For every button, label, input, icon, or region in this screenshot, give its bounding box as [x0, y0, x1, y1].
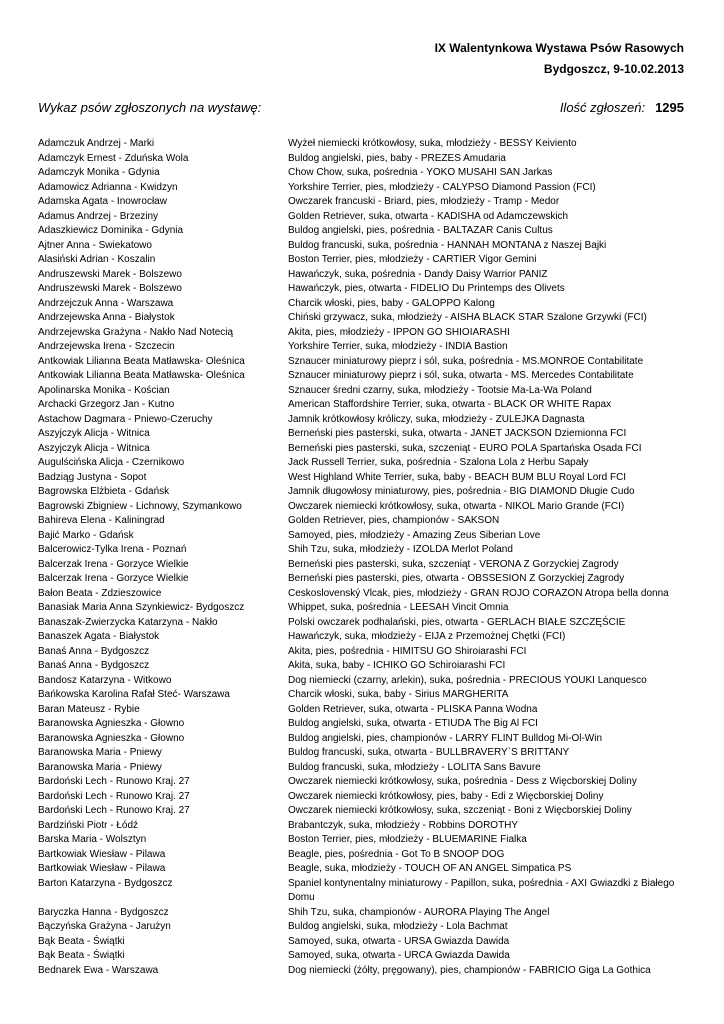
dog-cell: Golden Retriever, suka, otwarta - KADISHA od Adamczewskich [288, 210, 569, 222]
entry-row [38, 471, 698, 486]
entry-row [38, 485, 698, 500]
dog-cell: Wyżeł niemiecki krótkowłosy, suka, młodzieży - BESSY Keiviento [288, 138, 577, 149]
owner-cell: Bańkowska Karolina Rafał Steć- Warszawa [38, 689, 230, 700]
dog-cell: Buldog angielski, pies, championów - LARRY FLINT Bulldog Mi-Ol-Win [288, 732, 603, 744]
dog-cell: Charcik włoski, suka, baby - Sirius MARGHERITA [288, 689, 509, 700]
dog-cell: Samoyed, pies, młodzieży - Amazing Zeus Siberian Love [288, 529, 541, 541]
entry-row [38, 804, 698, 819]
owner-cell: Bajić Marko - Gdańsk [38, 529, 134, 541]
dog-cell: Shih Tzu, suka, championów - AURORA Playing The Angel [288, 906, 550, 918]
owner-cell: Alasiński Adrian - Koszalin [38, 254, 156, 265]
dog-cell: Whippet, suka, pośrednia - LEESAH Vincit Omnia [288, 602, 509, 613]
dog-cell: Owczarek niemiecki krótkowłosy, pies, baby - Edi z Więcborskiej Doliny [288, 790, 604, 802]
entry-row [38, 659, 698, 674]
entry-row [38, 964, 698, 979]
dog-cell: Buldog angielski, suka, otwarta - ETIUDA The Big Al FCI [288, 718, 538, 729]
entry-row [38, 587, 698, 602]
owner-cell: Badziąg Justyna - Sopot [38, 471, 147, 483]
entry-row [38, 442, 698, 457]
entry-row [38, 877, 698, 906]
dog-cell: Akita, pies, młodzieży - IPPON GO SHIOIARASHI [288, 326, 510, 338]
owner-cell: Adamus Andrzej - Brzeziny [38, 210, 159, 222]
entry-row [38, 297, 698, 312]
entry-row [38, 514, 698, 529]
entry-row [38, 500, 698, 515]
dog-cell: Buldog francuski, suka, otwarta - BULLBRAVERY`S BRITTANY [288, 747, 570, 758]
entry-row [38, 775, 698, 790]
dog-cell: Golden Retriever, pies, championów - SAKSON [288, 515, 500, 526]
owner-cell: Archacki Grzegorz Jan - Kutno [38, 399, 175, 410]
owner-cell: Augulścińska Alicja - Czernikowo [38, 457, 185, 468]
entry-row [38, 529, 698, 544]
entry-row [38, 282, 698, 297]
owner-cell: Bardoński Lech - Runowo Kraj. 27 [38, 805, 190, 816]
owner-cell: Aszyjczyk Alicja - Witnica [38, 442, 150, 454]
owner-cell: Bałon Beata - Zdzieszowice [38, 587, 162, 599]
entry-row [38, 601, 698, 616]
owner-cell: Adamczyk Ernest - Zduńska Wola [38, 152, 189, 164]
owner-cell: Aszyjczyk Alicja - Witnica [38, 428, 150, 439]
owner-cell: Barska Maria - Wolsztyn [38, 834, 147, 845]
list-heading: Wykaz psów zgłoszonych na wystawę: [38, 100, 262, 115]
owner-cell: Banaszak-Zwierzycka Katarzyna - Nakło [38, 616, 218, 628]
entry-row [38, 166, 698, 181]
owner-cell: Andrzejewska Irena - Szczecin [38, 341, 175, 352]
entry-row [38, 746, 698, 761]
entry-row [38, 137, 698, 152]
entry-row [38, 630, 698, 645]
entry-row [38, 268, 698, 283]
entry-row [38, 645, 698, 660]
dog-cell: Spaniel kontynentalny miniaturowy - Papillon, suka, pośrednia - AXI Gwiazdki z Białego Domu [288, 877, 675, 903]
entry-row [38, 384, 698, 399]
owner-cell: Adamczyk Monika - Gdynia [38, 167, 160, 178]
dog-cell: Akita, pies, pośrednia - HIMITSU GO Shiroiarashi FCI [288, 645, 527, 657]
entry-row [38, 674, 698, 689]
entry-count-label: Ilość zgłoszeń: [559, 100, 646, 115]
owner-cell: Balcerzak Irena - Gorzyce Wielkie [38, 558, 189, 570]
owner-cell: Baranowska Agnieszka - Głowno [38, 718, 185, 729]
owner-cell: Antkowiak Lilianna Beata Matławska- Oleśnica [38, 355, 245, 367]
dog-cell: American Staffordshire Terrier, suka, otwarta - BLACK OR WHITE Rapax [288, 399, 612, 410]
owner-cell: Bardoński Lech - Runowo Kraj. 27 [38, 790, 190, 802]
entry-row [38, 413, 698, 428]
owner-cell: Adamska Agata - Inowrocław [38, 196, 167, 207]
entry-row [38, 862, 698, 877]
entry-count-value: 1295 [655, 100, 684, 115]
owner-cell: Bąk Beata - Świątki [38, 935, 125, 947]
entry-row [38, 181, 698, 196]
dog-cell: Buldog angielski, pies, baby - PREZES Amudaria [288, 152, 506, 164]
entry-row [38, 949, 698, 964]
owner-cell: Baryczka Hanna - Bydgoszcz [38, 906, 169, 918]
dog-cell: Buldog francuski, suka, młodzieży - LOLITA Sans Bavure [288, 761, 541, 773]
entry-row [38, 210, 698, 225]
entry-row [38, 355, 698, 370]
owner-cell: Bagrowska Elżbieta - Gdańsk [38, 486, 170, 497]
dog-cell: Yorkshire Terrier, pies, młodzieży - CALYPSO Diamond Passion (FCI) [288, 181, 596, 193]
owner-cell: Banaszek Agata - Białystok [38, 631, 160, 642]
dog-cell: Berneński pies pasterski, suka, otwarta - JANET JACKSON Dziemionna FCI [288, 428, 627, 439]
owner-cell: Bahireva Elena - Kaliningrad [38, 515, 165, 526]
owner-cell: Bardoński Lech - Runowo Kraj. 27 [38, 776, 190, 787]
dog-cell: Yorkshire Terrier, suka, młodzieży - INDIA Bastion [288, 341, 508, 352]
dog-cell: Shih Tzu, suka, młodzieży - IZOLDA Merlot Poland [288, 544, 513, 555]
dog-cell: Berneński pies pasterski, pies, otwarta - OBSSESION Z Gorzyckiej Zagrody [288, 573, 625, 584]
owner-cell: Banaś Anna - Bydgoszcz [38, 660, 150, 671]
owner-cell: Andrzejczuk Anna - Warszawa [38, 297, 174, 309]
owner-cell: Baran Mateusz - Rybie [38, 703, 140, 715]
owner-cell: Bąk Beata - Świątki [38, 950, 125, 961]
entry-row [38, 456, 698, 471]
dog-cell: Berneński pies pasterski, suka, szczeniąt - VERONA Z Gorzyckiej Zagrody [288, 558, 619, 570]
owner-cell: Baranowska Agnieszka - Głowno [38, 732, 185, 744]
entry-row [38, 906, 698, 921]
entry-row [38, 848, 698, 863]
owner-cell: Baranowska Maria - Pniewy [38, 747, 162, 758]
dog-cell: Dog niemiecki (czarny, arlekin), suka, pośrednia - PRECIOUS YOUKI Lanquesco [288, 674, 647, 686]
owner-cell: Barton Katarzyna - Bydgoszcz [38, 877, 173, 889]
dog-cell: Berneński pies pasterski, suka, szczeniąt - EURO POLA Spartańska Osada FCI [288, 442, 642, 454]
dog-cell: West Highland White Terrier, suka, baby - BEACH BUM BLU Royal Lord FCI [288, 471, 627, 483]
dog-cell: Buldog francuski, suka, pośrednia - HANNAH MONTANA z Naszej Bajki [288, 239, 607, 251]
entry-row [38, 703, 698, 718]
entry-row [38, 369, 698, 384]
dog-cell: Jamnik krótkowłosy króliczy, suka, młodzieży - ZULEJKA Dagnasta [288, 413, 585, 425]
dog-cell: Charcik włoski, pies, baby - GALOPPO Kalong [288, 297, 495, 309]
owner-cell: Apolinarska Monika - Kościan [38, 384, 170, 396]
dog-cell: Hawańczyk, suka, pośrednia - Dandy Daisy Warrior PANIZ [288, 268, 548, 280]
dog-cell: Beagle, pies, pośrednia - Got To B SNOOP DOG [288, 848, 505, 860]
entry-row [38, 543, 698, 558]
dog-cell: Samoyed, suka, otwarta - URSA Gwiazda Dawida [288, 935, 510, 947]
entry-row [38, 195, 698, 210]
owner-cell: Bagrowski Zbigniew - Lichnowy, Szymankowo [38, 500, 242, 512]
entry-row [38, 717, 698, 732]
owner-cell: Bączyńska Grażyna - Jarużyn [38, 921, 171, 932]
entry-row [38, 819, 698, 834]
owner-cell: Baranowska Maria - Pniewy [38, 761, 162, 773]
dog-cell: Jamnik długowłosy miniaturowy, pies, pośrednia - BIG DIAMOND Długie Cudo [288, 486, 635, 497]
owner-cell: Andrzejewska Anna - Białystok [38, 312, 175, 323]
show-location-date: Bydgoszcz, 9-10.02.2013 [543, 62, 684, 76]
owner-cell: Andruszewski Marek - Bolszewo [38, 268, 182, 280]
dog-cell: Chiński grzywacz, suka, młodzieży - AISHA BLACK STAR Szalone Grzywki (FCI) [288, 312, 647, 323]
dog-cell: Sznaucer średni czarny, suka, młodzieży - Tootsie Ma-La-Wa Poland [288, 384, 592, 396]
owner-cell: Adamowicz Adrianna - Kwidzyn [38, 181, 178, 193]
dog-cell: Boston Terrier, pies, młodzieży - CARTIER Vigor Gemini [288, 254, 537, 265]
dog-cell: Brabantczyk, suka, młodzieży - Robbins DOROTHY [288, 819, 519, 831]
owner-cell: Astachow Dagmara - Pniewo-Czeruchy [38, 413, 213, 425]
entry-count [560, 100, 684, 115]
entry-row [38, 558, 698, 573]
entry-row [38, 790, 698, 805]
dog-cell: Chow Chow, suka, pośrednia - YOKO MUSAHI SAN Jarkas [288, 167, 553, 178]
entry-list [38, 137, 698, 978]
owner-cell: Bartkowiak Wiesław - Pilawa [38, 863, 166, 874]
entry-row [38, 326, 698, 341]
entry-row [38, 616, 698, 631]
dog-cell: Polski owczarek podhalański, pies, otwarta - GERLACH BIAŁE SZCZĘŚCIE [288, 616, 626, 628]
dog-cell: Golden Retriever, suka, otwarta - PLISKA Panna Wodna [288, 703, 538, 715]
owner-cell: Andrzejewska Grażyna - Nakło Nad Notecią [38, 326, 234, 338]
entry-row [38, 935, 698, 950]
dog-cell: Jack Russell Terrier, suka, pośrednia - Szalona Lola z Herbu Sapały [288, 457, 589, 468]
owner-cell: Balcerowicz-Tylka Irena - Poznań [38, 544, 187, 555]
dog-cell: Buldog angielski, suka, młodzieży - Lola Bachmat [288, 921, 508, 932]
entry-row [38, 152, 698, 167]
dog-cell: Sznaucer miniaturowy pieprz i sól, suka, otwarta - MS. Mercedes Contabilitate [288, 370, 634, 381]
owner-cell: Balcerzak Irena - Gorzyce Wielkie [38, 573, 189, 584]
entry-row [38, 427, 698, 442]
entry-row [38, 239, 698, 254]
owner-cell: Andruszewski Marek - Bolszewo [38, 283, 182, 294]
owner-cell: Bandosz Katarzyna - Witkowo [38, 674, 172, 686]
owner-cell: Bartkowiak Wiesław - Pilawa [38, 848, 166, 860]
dog-cell: Sznaucer miniaturowy pieprz i sól, suka, pośrednia - MS.MONROE Contabilitate [288, 355, 644, 367]
owner-cell: Bardziński Piotr - Łódź [38, 819, 139, 831]
dog-cell: Hawańczyk, suka, młodzieży - EIJA z Przemożnej Chętki (FCI) [288, 631, 566, 642]
entry-row [38, 398, 698, 413]
owner-cell: Banaś Anna - Bydgoszcz [38, 645, 150, 657]
entry-row [38, 224, 698, 239]
dog-cell: Owczarek niemiecki krótkowłosy, suka, otwarta - NIKOL Mario Grande (FCI) [288, 500, 625, 512]
entry-row [38, 253, 698, 268]
dog-cell: Owczarek niemiecki krótkowłosy, suka, szczeniąt - Boni z Więcborskiej Doliny [288, 805, 632, 816]
dog-cell: Hawańczyk, pies, otwarta - FIDELIO Du Printemps des Olivets [288, 283, 565, 294]
entry-row [38, 688, 698, 703]
dog-cell: Boston Terrier, pies, młodzieży - BLUEMARINE Fialka [288, 834, 527, 845]
entry-row [38, 732, 698, 747]
entry-row [38, 311, 698, 326]
dog-cell: Dog niemiecki (żółty, pręgowany), pies, championów - FABRICIO Giga La Gothica [288, 964, 651, 976]
entry-row [38, 340, 698, 355]
show-title: IX Walentynkowa Wystawa Psów Rasowych [434, 41, 684, 55]
owner-cell: Banasiak Maria Anna Szynkiewicz- Bydgoszcz [38, 602, 245, 613]
dog-cell: Buldog angielski, pies, pośrednia - BALTAZAR Canis Cultus [288, 225, 553, 236]
owner-cell: Adaszkiewicz Dominika - Gdynia [38, 225, 184, 236]
dog-cell: Ceskoslovenský Vlcak, pies, młodzieży - GRAN ROJO CORAZON Atropa bella donna [288, 587, 669, 599]
owner-cell: Bednarek Ewa - Warszawa [38, 964, 159, 976]
entry-row [38, 761, 698, 776]
dog-cell: Beagle, suka, młodzieży - TOUCH OF AN ANGEL Simpatica PS [288, 863, 572, 874]
owner-cell: Ajtner Anna - Swiekatowo [38, 239, 152, 251]
owner-cell: Antkowiak Lilianna Beata Matławska- Oleśnica [38, 370, 245, 381]
dog-cell: Akita, suka, baby - ICHIKO GO Schiroiarashi FCI [288, 660, 506, 671]
dog-cell: Owczarek francuski - Briard, pies, młodzieży - Tramp - Medor [288, 196, 560, 207]
dog-cell: Owczarek niemiecki krótkowłosy, suka, pośrednia - Dess z Więcborskiej Doliny [288, 776, 637, 787]
entry-row [38, 833, 698, 848]
entry-row [38, 572, 698, 587]
dog-cell: Samoyed, suka, otwarta - URCA Gwiazda Dawida [288, 950, 510, 961]
entry-row [38, 920, 698, 935]
owner-cell: Adamczuk Andrzej - Marki [38, 138, 155, 149]
